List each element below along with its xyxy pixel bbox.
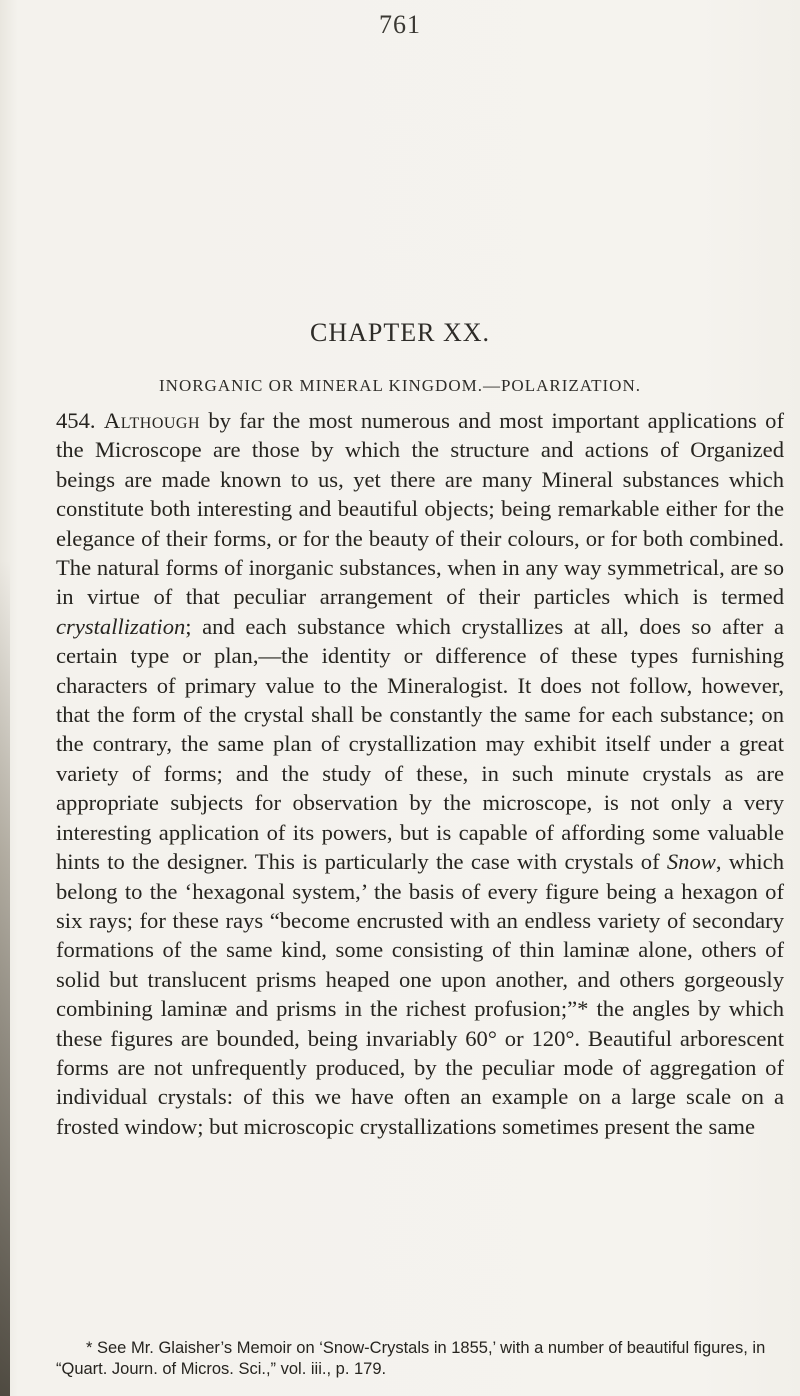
paragraph-text-part: ; and each substance which crystallizes at all, does so after a certain type or plan,—the identity or difference of these types furnishing characters of primary value to the Mineralogist. It does not follow, however, that the form of the crystal shall be constantly the same for each substance; on the contrary, the same plan of crystallization may exhibit itself under a great variety of forms; and the study of these, in such minute crystals as are appropriate subjects for observation by the microscope, is not only a very interesting application of its powers, but is capable of affording some valuable hints to the designer. This is particularly the case with crystals of xyxy=(56,613,784,875)
paragraph-lead-word: Although xyxy=(103,408,201,433)
body-paragraph xyxy=(56,406,784,1141)
paragraph-number: 454. xyxy=(56,408,96,433)
page-number: 761 xyxy=(379,10,421,39)
paragraph-text-part: , which belong to the ‘hexagonal system,’ the basis of every figure being a hexagon of six rays; for these rays “become encrusted with an endless variety of secondary formations of the same kind, some consisting of thin laminæ alone, others of solid but translucent prisms heaped one upon another, and others gorgeously combining laminæ and prisms in the richest profusion;”* the angles by which these figures are bounded, being invariably 60° or 120°. Beautiful arborescent forms are not unfrequently produced, by the peculiar mode of aggregation of individual crystals: of this we have often an example on a large scale on a frosted window; but microscopic crystallizations sometimes present the same xyxy=(56,849,784,1139)
footnote: * See Mr. Glaisher’s Memoir on ‘Snow-Crystals in 1855,’ with a number of beautiful figures, in “Quart. Journ. of Micros. Sci.,” vol. iii., p. 179. xyxy=(56,1339,766,1378)
italic-term: crystallization xyxy=(56,613,186,639)
italic-term: Snow xyxy=(666,849,716,875)
paragraph-text-part: by far the most numerous and most important applications of the Microscope are those by which the structure and actions of Organized beings are made known to us, yet there are many Mineral substances which constitute both interesting and beautiful objects; being remarkable either for the elegance of their forms, or for the beauty of their colours, or for both combined. The natural forms of inorganic substances, when in any way symmetrical, are so in virtue of that peculiar arrangement of their particles which is termed xyxy=(56,408,784,610)
chapter-title: CHAPTER XX. xyxy=(309,318,490,347)
page-edge-shadow xyxy=(0,560,10,1396)
chapter-subtitle: INORGANIC OR MINERAL KINGDOM.—POLARIZATION. xyxy=(159,376,641,395)
